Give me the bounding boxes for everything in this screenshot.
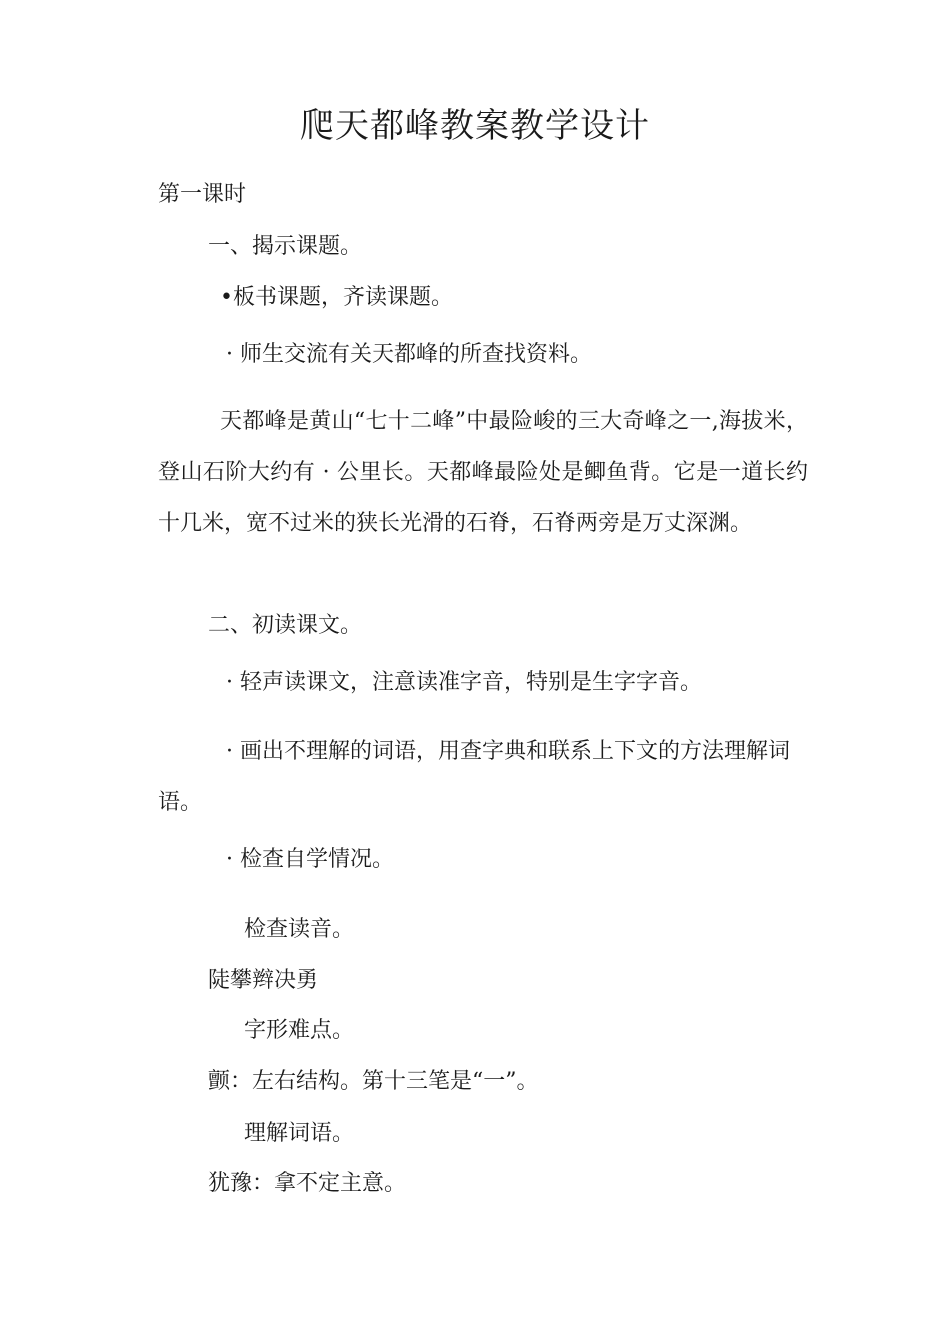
section2-item-2: · 画出不理解的词语，用查字典和联系上下文的方法理解词语。: [158, 739, 790, 815]
section1-item-2: · 师生交流有关天都峰的所查找资料。: [226, 342, 592, 367]
tiandu-description-paragraph: 天都峰是黄山“七十二峰”中最险峻的三大奇峰之一,海拔米，登山石阶大约有 · 公里长。天都峰最险处是鲫鱼背。它是一道长约十几米，宽不过米的狭长光滑的石脊，石脊两旁是万丈深渊。: [158, 409, 808, 536]
understand-words: 理解词语。: [244, 1121, 355, 1146]
check-pronunciation: 检查读音。: [244, 917, 355, 942]
section1-heading: 一、揭示课题。: [208, 234, 363, 259]
lesson-label: 第一课时: [158, 182, 247, 207]
pronunciation-words: 陡攀辫决勇: [208, 968, 319, 993]
section2-item-3: · 检查自学情况。: [226, 847, 394, 872]
document-title: 爬天都峰教案教学设计: [300, 106, 650, 146]
section2-heading: 二、初读课文。: [208, 613, 363, 638]
section1-item-1: •板书课题，齐读课题。: [220, 285, 453, 310]
word-note: 犹豫：拿不定主意。: [208, 1171, 407, 1196]
section2-item-1: · 轻声读课文，注意读准字音，特别是生字字音。: [226, 670, 702, 695]
glyph-note: 颤：左右结构。第十三笔是“一”。: [208, 1069, 539, 1094]
glyph-difficulty: 字形难点。: [244, 1018, 355, 1043]
